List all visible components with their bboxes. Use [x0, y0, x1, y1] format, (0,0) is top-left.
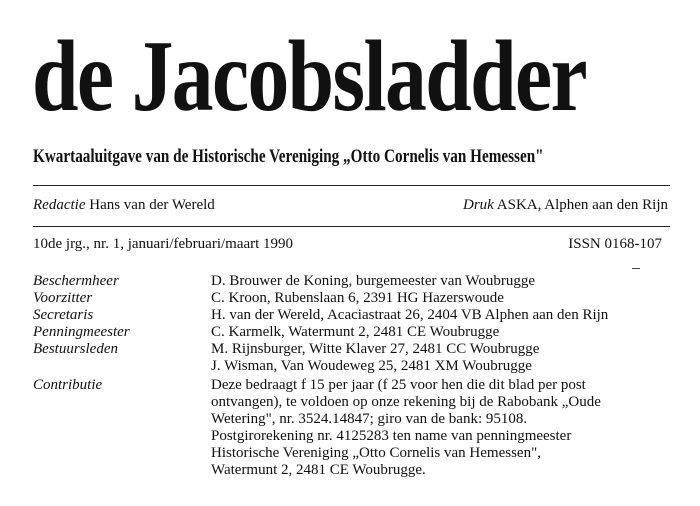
board-row-penningmeester	[33, 324, 673, 341]
druk-value: ASKA, Alphen aan den Rijn	[496, 197, 668, 213]
board-row-voorzitter	[33, 290, 673, 307]
contributie-line: ontvangen), te voldoen op onze rekening bij de Rabobank „Oude	[211, 394, 601, 410]
contributie-line: Watermunt 2, 2481 CE Woubrugge.	[211, 462, 426, 478]
value-beschermheer: D. Brouwer de Koning, burgemeester van Woubrugge	[211, 273, 535, 289]
label-secretaris: Secretaris	[33, 307, 94, 323]
value-voorzitter: C. Kroon, Rubenslaan 6, 2391 HG Hazerswoude	[211, 290, 504, 306]
value-contributie	[211, 377, 671, 479]
board-row-bestuursleden	[33, 341, 673, 358]
page-title: de Jacobsladder	[32, 20, 586, 133]
druk-label: Druk	[463, 197, 494, 213]
label-penningmeester: Penningmeester	[33, 324, 130, 340]
issue-line	[33, 235, 670, 253]
value-bestuursleden-2: J. Wisman, Van Woudeweg 25, 2481 XM Woubrugge	[211, 358, 532, 374]
board-list	[33, 273, 673, 479]
page-subtitle: Kwartaaluitgave van de Historische Vereniging „Otto Cornelis van Hemessen"	[33, 146, 544, 167]
label-contributie: Contributie	[33, 377, 103, 393]
contributie-line: Wetering", nr. 3524.14847; giro van de bank: 95108.	[211, 411, 528, 427]
divider-top	[33, 185, 670, 186]
contributie-line: Postgirorekening nr. 4125283 ten name van penningmeester	[211, 428, 572, 444]
board-row-beschermheer	[33, 273, 673, 290]
contributie-line: Deze bedraagt f 15 per jaar (f 25 voor hen die dit blad per post	[211, 377, 586, 393]
druk-block	[463, 196, 668, 214]
value-penningmeester: C. Karmelk, Watermunt 2, 2481 CE Woubrugge	[211, 324, 500, 340]
value-bestuursleden-1: M. Rijnsburger, Witte Klaver 27, 2481 CC Woubrugge	[211, 341, 540, 357]
board-row-bestuursleden-2	[33, 358, 673, 375]
stray-mark	[632, 268, 640, 269]
credits-line	[33, 196, 670, 214]
value-secretaris: H. van der Wereld, Acaciastraat 26, 2404 VB Alphen aan den Rijn	[211, 307, 609, 323]
divider-middle	[33, 226, 670, 227]
label-beschermheer: Beschermheer	[33, 273, 119, 289]
board-row-secretaris	[33, 307, 673, 324]
contributie-line: Historische Vereniging „Otto Cornelis van Hemessen",	[211, 445, 541, 461]
redactie-label: Redactie	[33, 197, 86, 213]
issn: ISSN 0168-107	[568, 236, 662, 252]
label-bestuursleden: Bestuursleden	[33, 341, 118, 357]
issue-edition: 10de jrg., nr. 1, januari/februari/maart 1990	[33, 236, 294, 252]
label-voorzitter: Voorzitter	[33, 290, 93, 306]
redactie-value: Hans van der Wereld	[89, 197, 215, 213]
board-row-contributie	[33, 377, 673, 479]
